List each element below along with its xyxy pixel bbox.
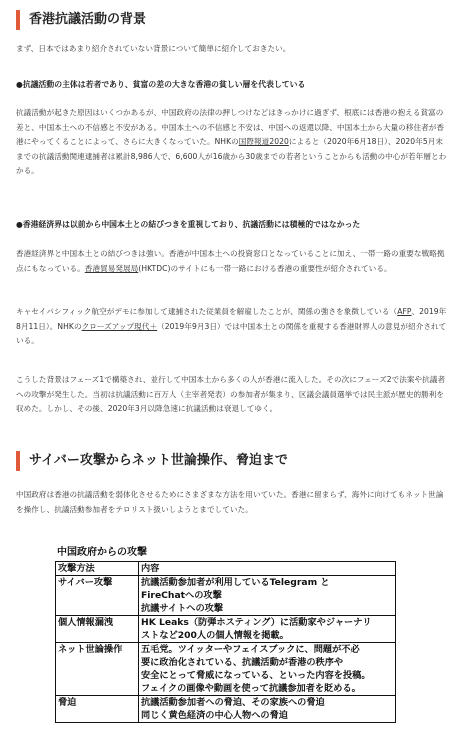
method-cell: サイバー攻撃 [56, 576, 139, 616]
method-cell: 個人情報漏洩 [56, 616, 139, 643]
table-header-row [56, 562, 396, 576]
paragraph-phases: こうした背景はフェーズ1で構築され、並行して中国本土から多くの人が香港に流入した。その次にフェーズ2で法案や抗議者への攻撃が発生した。当初は抗議活動に百万人（主宰者発表）の参加者が集まり、区議会議員選挙では民主派が歴史的勝利を収めた。しかし、その後、2020年3月以降急速に抗議活動は衰退してゆく。 [16, 375, 446, 413]
afp-link[interactable]: AFP [397, 307, 412, 316]
section-heading-background: 香港抗議活動の背景 [16, 10, 459, 30]
header-content: 内容 [139, 562, 396, 576]
point-heading-youth: ●抗議活動の主体は若者であり、貧富の差の大きな香港の貧しい層を代表している [16, 80, 306, 89]
paragraph-text: 抗議活動が起きた原因はいくつかあるが、中国政府の法律の押しつけなどはきっかけに過ぎず、根底には香港の抱える貧富の差と、中国本土への不信感と不安がある。中国本土への不信感と不安は、中国への返還以降、中国本土から大量の移住者が香港にやってくることによって、さらに大きくなっていた。NHKの [16, 108, 445, 146]
method-cell: 脅迫 [56, 696, 139, 723]
content-line: 抗議活動参加者が利用しているTelegram と [141, 577, 330, 588]
closeup-gendai-link[interactable]: クローズアップ現代＋ [81, 321, 158, 331]
table-row [56, 616, 396, 643]
point-heading-economy: ●香港経済界は以前から中国本土との結びつきを重視しており、抗議活動には積極的ではなかった [16, 220, 361, 229]
method-cell: ネット世論操作 [56, 643, 139, 696]
paragraph-text: 、2019年8月11日）。NHKの [16, 307, 447, 331]
header-method: 攻撃方法 [56, 562, 139, 576]
content-line: 同じく黄色経済の中心人物への脅迫 [141, 710, 288, 721]
content-line: ストなど200人の個人情報を掲載。 [141, 630, 289, 641]
table-title: 中国政府からの攻撃 [57, 547, 147, 558]
content-line: HK Leaks（防弾ホスティング）に活動家やジャーナリ [141, 617, 372, 628]
content-line: 五毛党。ツイッターやフェイスブックに、問題が不必 [141, 644, 360, 655]
paragraph-youth [16, 106, 448, 179]
content-line: 要に政治化されている、抗議活動が香港の秩序や [141, 657, 344, 668]
paragraph-cathay [16, 305, 448, 349]
attack-table [55, 561, 396, 723]
paragraph-cyber-intro: 中国政府は香港の抗議活動を弱体化させるためにさまざまな方法を用いていた。香港に留まらず、海外に向けてもネット世論を操作し、抗議活動参加者をテロリスト扱いしようとまでしていた。 [16, 490, 444, 514]
paragraph-text: キャセイパシフィック航空がデモに参加して逮捕された従業員を解雇したことが、関係の強さを象徴している（ [16, 307, 398, 316]
content-line: フェイクの画像や動画を使って抗議参加者を貶める。 [141, 683, 361, 694]
paragraph-text: (HKTDC)のサイトにも一帯一路における香港の重要性が紹介されている。 [138, 263, 392, 273]
content-cell [139, 576, 396, 616]
content-line: 安全にとって脅威になっている、といった内容を投稿。 [141, 670, 371, 681]
content-line: 抗議活動参加者への脅迫、その家族への脅迫 [141, 697, 325, 708]
content-cell [139, 643, 396, 696]
intro-paragraph: まず、日本ではあまり紹介されていない背景について簡単に紹介しておきたい。 [16, 44, 291, 53]
table-row [56, 576, 396, 616]
paragraph-economy [16, 247, 448, 276]
nhk-kokusai-link[interactable]: 国際報道2020 [238, 137, 289, 146]
content-line: 抗議サイトへの攻撃 [141, 603, 224, 614]
section-heading-cyber: サイバー攻撃からネット世論操作、脅迫まで [16, 451, 459, 471]
paragraph-text: （2019年9月3日）では中国本土との関係を重視する香港財界人の意見が紹介されている。 [16, 321, 447, 345]
paragraph-text: 香港経済界と中国本土との結びつきは強い。香港が中国本土への投資窓口となっていることに加え、一帯一路の重要な戦略拠点にもなっている。 [16, 249, 445, 273]
paragraph-text: によると（2020年6月18日）、2020年5月末までの抗議活動関連逮捕者は累計8,986人で、6,600人が16歳から30歳までの若者ということからも活動の中心が若年層とわかる。 [16, 137, 447, 175]
content-cell [139, 616, 396, 643]
table-row [56, 643, 396, 696]
content-cell [139, 696, 396, 723]
hktdc-link[interactable]: 香港貿易発展局 [84, 263, 139, 273]
table-row [56, 696, 396, 723]
content-line: FireChatへの攻撃 [141, 590, 222, 601]
